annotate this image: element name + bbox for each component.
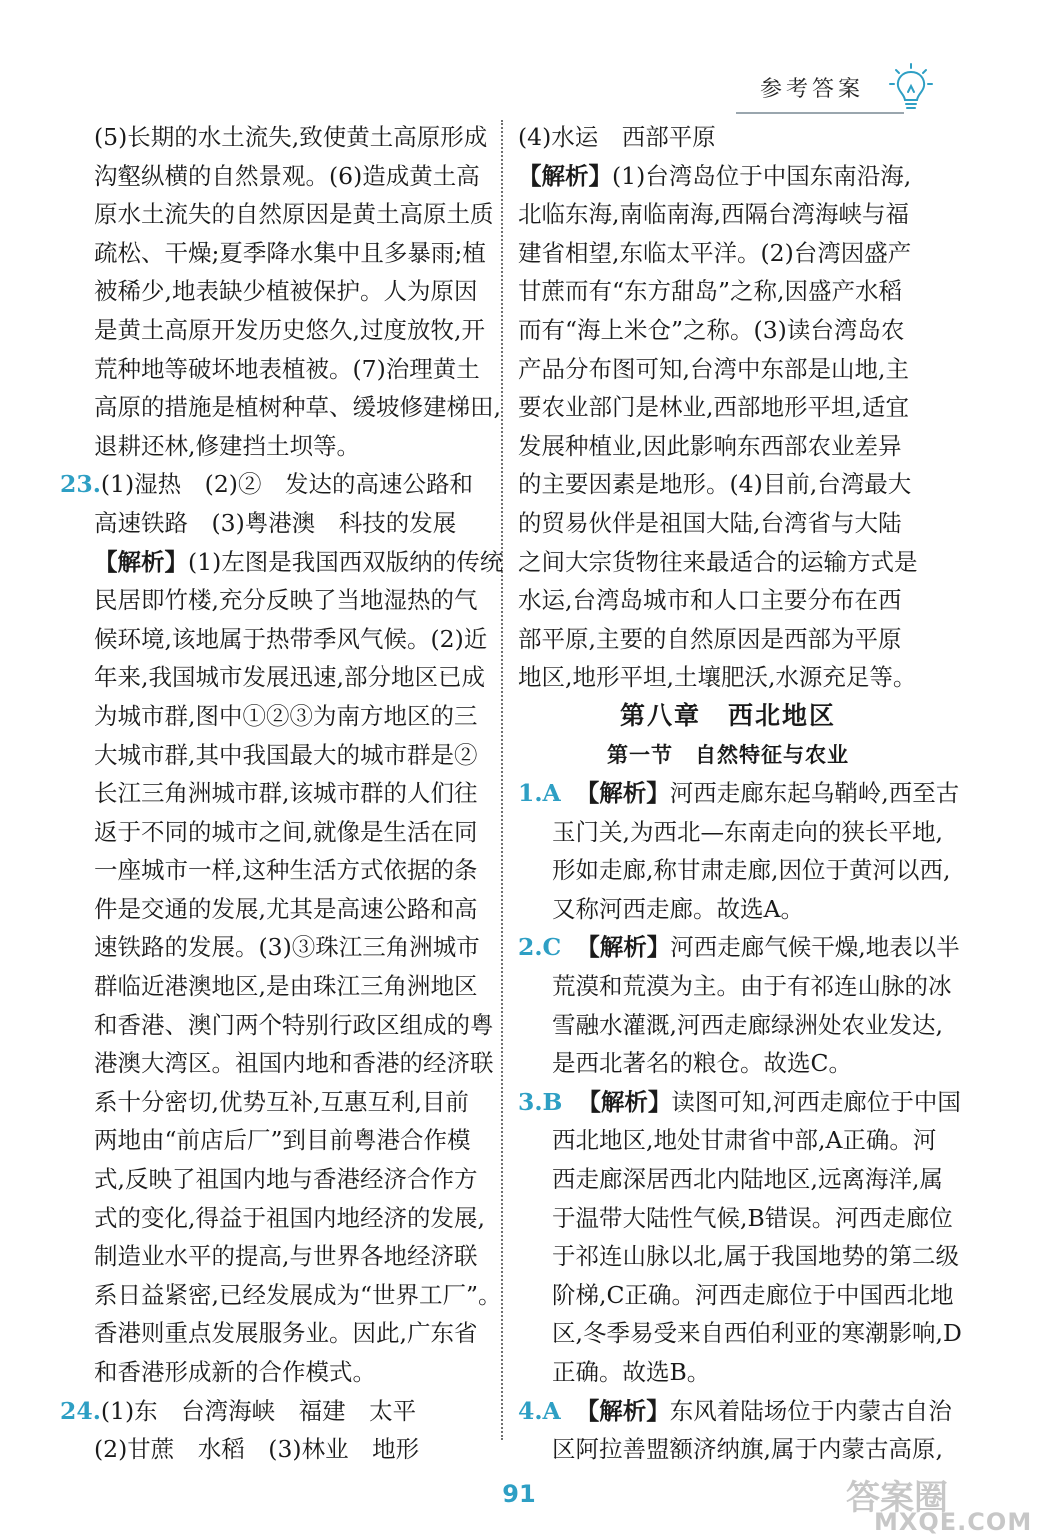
answer-letter: A: [542, 1396, 561, 1425]
analysis-text: (1)台湾岛位于中国东南沿海,: [612, 161, 912, 190]
text-line: 阶梯,C正确。河西走廊位于中国西北地: [552, 1280, 954, 1309]
analysis-text: 河西走廊气候干燥,地表以半: [670, 933, 960, 962]
answer-text: 高速铁路 (3)粤港澳 科技的发展: [94, 508, 457, 537]
question-number: 23.: [60, 470, 101, 499]
text-line: 建省相望,东临太平洋。(2)台湾因盛产: [518, 238, 912, 267]
column-divider: [501, 120, 503, 1440]
text-line: 又称河西走廊。故选A。: [552, 894, 804, 923]
section-title: 第一节 自然特征与农业: [607, 742, 849, 767]
question-number: 4.: [518, 1396, 543, 1425]
text-line: 候环境,该地属于热带季风气候。(2)近: [94, 624, 488, 653]
answer-letter: C: [542, 933, 562, 962]
text-line: 区阿拉善盟额济纳旗,属于内蒙古高原,: [552, 1435, 943, 1464]
analysis-tag: 【解析】: [575, 779, 670, 808]
question-number: 3.: [518, 1087, 543, 1116]
text-line: 是黄土高原开发历史悠久,过度放牧,开: [94, 315, 485, 344]
text-line: 长江三角洲城市群,该城市群的人们往: [94, 779, 478, 808]
text-line: 和香港形成新的合作模式。: [94, 1358, 376, 1386]
text-line: 甘蔗而有“东方甜岛”之称,因盛产水稻: [518, 277, 902, 306]
question-1: [518, 774, 960, 928]
text-line: 民居即竹楼,充分反映了当地湿热的气: [94, 586, 478, 615]
question-23: [60, 465, 504, 1391]
question-3: [518, 1083, 962, 1392]
analysis-text: 东风着陆场位于内蒙古自治: [669, 1396, 952, 1425]
right-column: [518, 118, 962, 1469]
text-line: 的主要因素是地形。(4)目前,台湾最大: [518, 470, 912, 499]
analysis-text: (1)左图是我国西双版纳的传统: [188, 547, 504, 576]
text-line: 发展种植业,因此影响东西部农业差异: [518, 431, 902, 460]
analysis-text: 读图可知,河西走廊位于中国: [671, 1087, 961, 1116]
answer-letter: A: [542, 779, 561, 808]
answer-text: (1)东 台湾海峡 福建 太平: [100, 1396, 417, 1425]
question-2: [518, 928, 960, 1082]
watermark-url: MXQE.COM: [874, 1508, 1033, 1536]
text-line: 件是交通的发展,尤其是高速公路和高: [94, 894, 478, 923]
text-line: 返于不同的城市之间,就像是生活在同: [94, 817, 478, 846]
text-line: 群临近港澳地区,是由珠江三角洲地区: [94, 972, 478, 1001]
text-line: 系十分密切,优势互补,互惠互利,目前: [94, 1087, 469, 1116]
watermark-logo: [838, 1470, 1033, 1536]
text-line: 退耕还林,修建挡土坝等。: [94, 431, 360, 460]
text-line: 西北地区,地处甘肃省中部,A正确。河: [552, 1126, 937, 1155]
question-4: [518, 1392, 952, 1469]
text-line: 荒种地等破坏地表植被。(7)治理黄土: [94, 354, 480, 383]
analysis-tag: 【解析】: [575, 1396, 670, 1425]
text-line: 水运,台湾岛城市和人口主要分布在西: [518, 586, 902, 615]
text-line: 地区,地形平坦,土壤肥沃,水源充足等。: [518, 663, 917, 692]
text-line: 玉门关,为西北—东南走向的狭长平地,: [552, 817, 943, 846]
text-line: 大城市群,其中我国最大的城市群是②: [94, 740, 478, 769]
text-line: 沟壑纵横的自然景观。(6)造成黄土高: [94, 161, 480, 190]
text-line: 是西北著名的粮仓。故选C。: [552, 1049, 852, 1078]
lightbulb-icon: [888, 62, 934, 112]
text-line: 于温带大陆性气候,B错误。河西走廊位: [552, 1203, 953, 1232]
q22-continuation: [60, 118, 501, 465]
text-line: 形如走廊,称甘肃走廊,因位于黄河以西,: [552, 856, 951, 885]
text-line: 一座城市一样,这种生活方式依据的条: [94, 856, 478, 885]
text-line: 制造业水平的提高,与世界各地经济联: [94, 1242, 478, 1271]
analysis-tag: 【解析】: [94, 547, 188, 576]
text-line: 西走廊深居西北内陆地区,远离海洋,属: [552, 1165, 943, 1194]
text-line: 式的变化,得益于祖国内地经济的发展,: [94, 1203, 485, 1232]
text-line: 之间大宗货物往来最适合的运输方式是: [518, 547, 918, 576]
text-line: 雪融水灌溉,河西走廊绿洲处农业发达,: [552, 1010, 943, 1039]
text-line: 系日益紧密,已经发展成为“世界工厂”。: [94, 1280, 502, 1309]
question-number: 24.: [60, 1396, 101, 1425]
text-line: 产品分布图可知,台湾中东部是山地,主: [518, 354, 909, 383]
text-line: 被稀少,地表缺少植被保护。人为原因: [94, 277, 478, 306]
text-line: 两地由“前店后厂”到目前粤港合作模: [94, 1126, 471, 1155]
answer-letter: B: [542, 1087, 563, 1116]
question-number: 2.: [518, 933, 543, 962]
watermark-text: 答案圈: [846, 1478, 948, 1518]
text-line: 部平原,主要的自然原因是西部为平原: [518, 624, 902, 653]
page-number: 91: [502, 1480, 536, 1508]
analysis-tag: 【解析】: [518, 161, 612, 190]
text-line: 港澳大湾区。祖国内地和香港的经济联: [94, 1049, 494, 1078]
page-header: [0, 0, 1038, 125]
text-line: 要农业部门是林业,西部地形平坦,适宜: [518, 393, 909, 422]
header-rule: [736, 112, 904, 114]
text-line: 和香港、澳门两个特别行政区组成的粤: [94, 1010, 494, 1039]
text-line: 区,冬季易受来自西伯利亚的寒潮影响,D: [552, 1319, 962, 1348]
text-line: 速铁路的发展。(3)③珠江三角洲城市: [94, 933, 480, 962]
left-column: [60, 118, 504, 1469]
text-line: 香港则重点发展服务业。因此,广东省: [94, 1319, 478, 1348]
text-line: 式,反映了祖国内地与香港经济合作方: [94, 1165, 478, 1194]
text-line: 的贸易伙伴是祖国大陆,台湾省与大陆: [518, 508, 902, 537]
answer-text: (1)湿热 (2)② 发达的高速公路和: [100, 470, 473, 499]
text-line: 年来,我国城市发展迅速,部分地区已成: [94, 663, 485, 692]
answer-text: (4)水运 西部平原: [518, 123, 716, 151]
text-line: 北临东海,南临南海,西隔台湾海峡与福: [518, 200, 909, 229]
analysis-text: 河西走廊东起乌鞘岭,西至古: [669, 779, 960, 808]
text-line: 为城市群,图中①②③为南方地区的三: [94, 701, 478, 730]
question-number: 1.: [518, 779, 543, 808]
text-line: 而有“海上米仓”之称。(3)读台湾岛农: [518, 315, 905, 344]
question-24-continuation: [518, 118, 938, 697]
text-line: 荒漠和荒漠为主。由于有祁连山脉的冰: [552, 972, 952, 1001]
text-line: 于祁连山脉以北,属于我国地势的第二级: [552, 1242, 959, 1271]
text-line: 疏松、干燥;夏季降水集中且多暴雨;植: [94, 238, 486, 267]
chapter-title: 第八章 西北地区: [619, 700, 836, 730]
text-line: 正确。故选B。: [552, 1358, 711, 1386]
text-line: (5)长期的水土流失,致使黄土高原形成: [94, 123, 488, 151]
header-title: 参考答案: [760, 77, 865, 102]
question-24: [60, 1392, 492, 1469]
analysis-tag: 【解析】: [576, 933, 671, 962]
text-line: 高原的措施是植树种草、缓坡修建梯田,: [94, 393, 501, 422]
answer-text: (2)甘蔗 水稻 (3)林业 地形: [94, 1435, 420, 1464]
analysis-tag: 【解析】: [577, 1087, 672, 1116]
text-line: 原水土流失的自然原因是黄土高原土质: [94, 200, 494, 229]
